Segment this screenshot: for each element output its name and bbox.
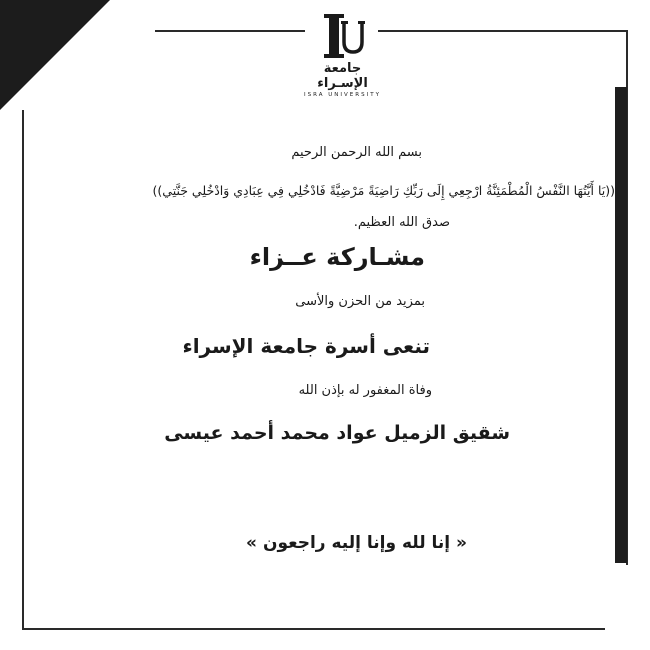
deceased-name-line: شقيق الزميل عواد محمد أحمد عيسى: [164, 422, 510, 444]
sadaq-line: صدق الله العظيم.: [353, 215, 450, 230]
frame-bottom-line: [22, 628, 605, 630]
frame-right-thick-bar: [615, 87, 627, 563]
logo-arabic-text: جامعة الإسـراء: [317, 61, 368, 91]
closing-phrase: « إنا لله وإنا إليه راجعون »: [246, 533, 467, 553]
death-announcement-line: وفاة المغفور له بإذن الله: [298, 383, 432, 398]
quran-verse: ((يَا أَيَّتُهَا النَّفْسُ الْمُطْمَئِنَّةُ ارْجِعِي إِلَى رَبِّكِ رَاضِيَةً مَرْضِيَّةً فَادْخُلِي فِي عِبَادِي وَادْخُلِي جَنَّتِي)): [152, 183, 615, 198]
basmala: بسم الله الرحمن الرحيم: [291, 145, 422, 160]
frame-top-right-line: [378, 30, 628, 32]
isra-university-logo-icon: [320, 12, 366, 60]
logo-english-text: ISRA UNIVERSITY: [304, 92, 381, 98]
sorrow-line: بمزيد من الحزن والأسى: [295, 294, 425, 309]
condolence-title: مشـاركة عــزاء: [249, 243, 425, 271]
frame-top-left-line: [155, 30, 305, 32]
university-logo: [300, 12, 385, 100]
corner-triangle: [0, 0, 110, 110]
frame-left-line: [22, 110, 24, 630]
university-family-line: تنعى أسرة جامعة الإسراء: [182, 334, 430, 358]
